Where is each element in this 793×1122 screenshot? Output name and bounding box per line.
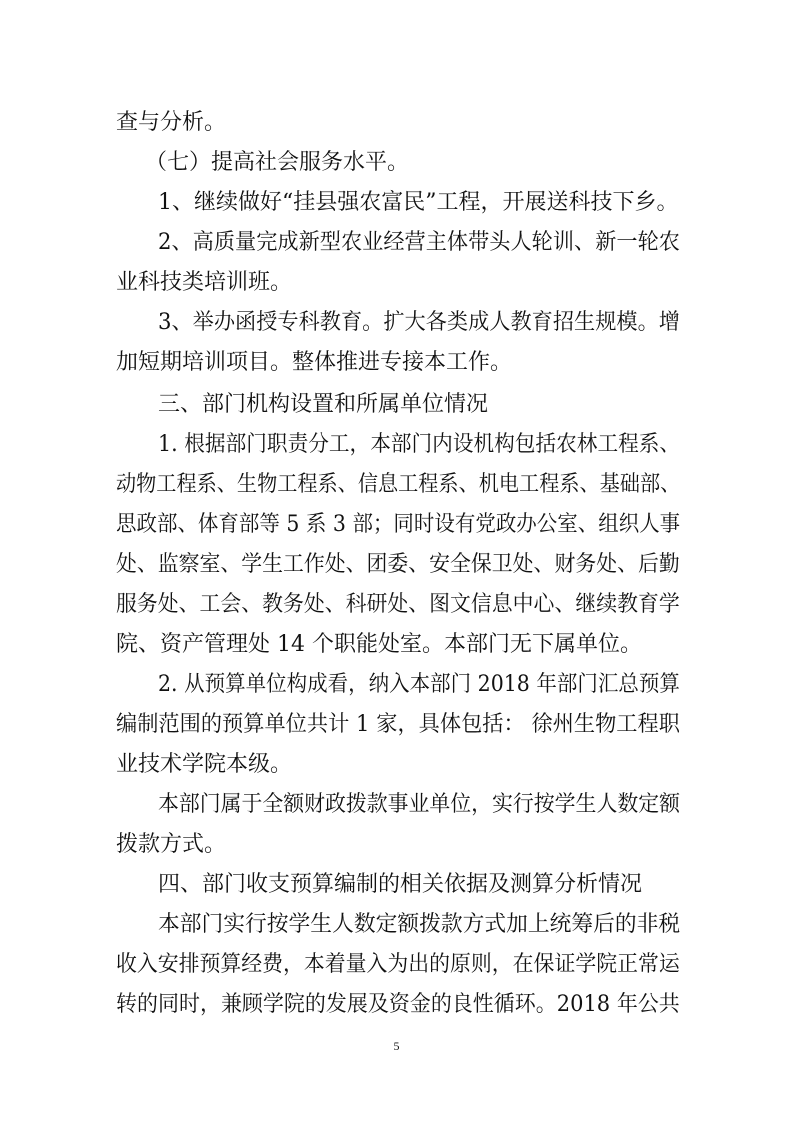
text-line: 服务处、工会、教务处、科研处、图文信息中心、继续教育学 bbox=[116, 592, 680, 617]
text-line: 2、高质量完成新型农业经营主体带头人轮训、新一轮农 bbox=[158, 230, 680, 255]
text-line: 本部门实行按学生人数定额拨款方式加上统筹后的非税 bbox=[158, 912, 681, 937]
text-line: 编制范围的预算单位共计 1 家，具体包括： 徐州生物工程职 bbox=[116, 712, 680, 737]
text-line: 院、资产管理处 14 个职能处室。本部门无下属单位。 bbox=[116, 632, 642, 657]
text-line: 转的同时，兼顾学院的发展及资金的良性循环。2018 年公共 bbox=[116, 992, 680, 1017]
text-line: 1. 根据部门职责分工，本部门内设机构包括农林工程系、 bbox=[158, 432, 681, 457]
text-line: 本部门属于全额财政拨款事业单位，实行按学生人数定额 bbox=[158, 792, 680, 817]
page-number: 5 bbox=[393, 1039, 400, 1053]
text-line: 加短期培训项目。整体推进专接本工作。 bbox=[116, 350, 513, 375]
text-line: 业科技类培训班。 bbox=[116, 270, 293, 295]
text-line: 1、继续做好“挂县强农富民”工程，开展送科技下乡。 bbox=[158, 190, 679, 215]
text-line: 拨款方式。 bbox=[116, 832, 227, 857]
text-line: 3、举办函授专科教育。扩大各类成人教育招生规模。增 bbox=[158, 310, 680, 335]
text-line: 动物工程系、生物工程系、信息工程系、机电工程系、基础部、 bbox=[116, 472, 681, 497]
text-line: 2. 从预算单位构成看，纳入本部门 2018 年部门汇总预算 bbox=[158, 672, 680, 697]
text-line: 思政部、体育部等 5 系 3 部；同时设有党政办公室、组织人事 bbox=[116, 512, 681, 537]
section-heading: （七）提高社会服务水平。 bbox=[145, 150, 410, 175]
text-line: 查与分析。 bbox=[116, 110, 227, 135]
text-line: 收入安排预算经费，本着量入为出的原则，在保证学院正常运 bbox=[116, 952, 680, 977]
section-heading: 四、部门收支预算编制的相关依据及测算分析情况 bbox=[158, 872, 643, 897]
text-line: 业技术学院本级。 bbox=[116, 752, 293, 777]
text-line: 处、监察室、学生工作处、团委、安全保卫处、财务处、后勤 bbox=[116, 552, 680, 577]
section-heading: 三、部门机构设置和所属单位情况 bbox=[158, 392, 489, 417]
